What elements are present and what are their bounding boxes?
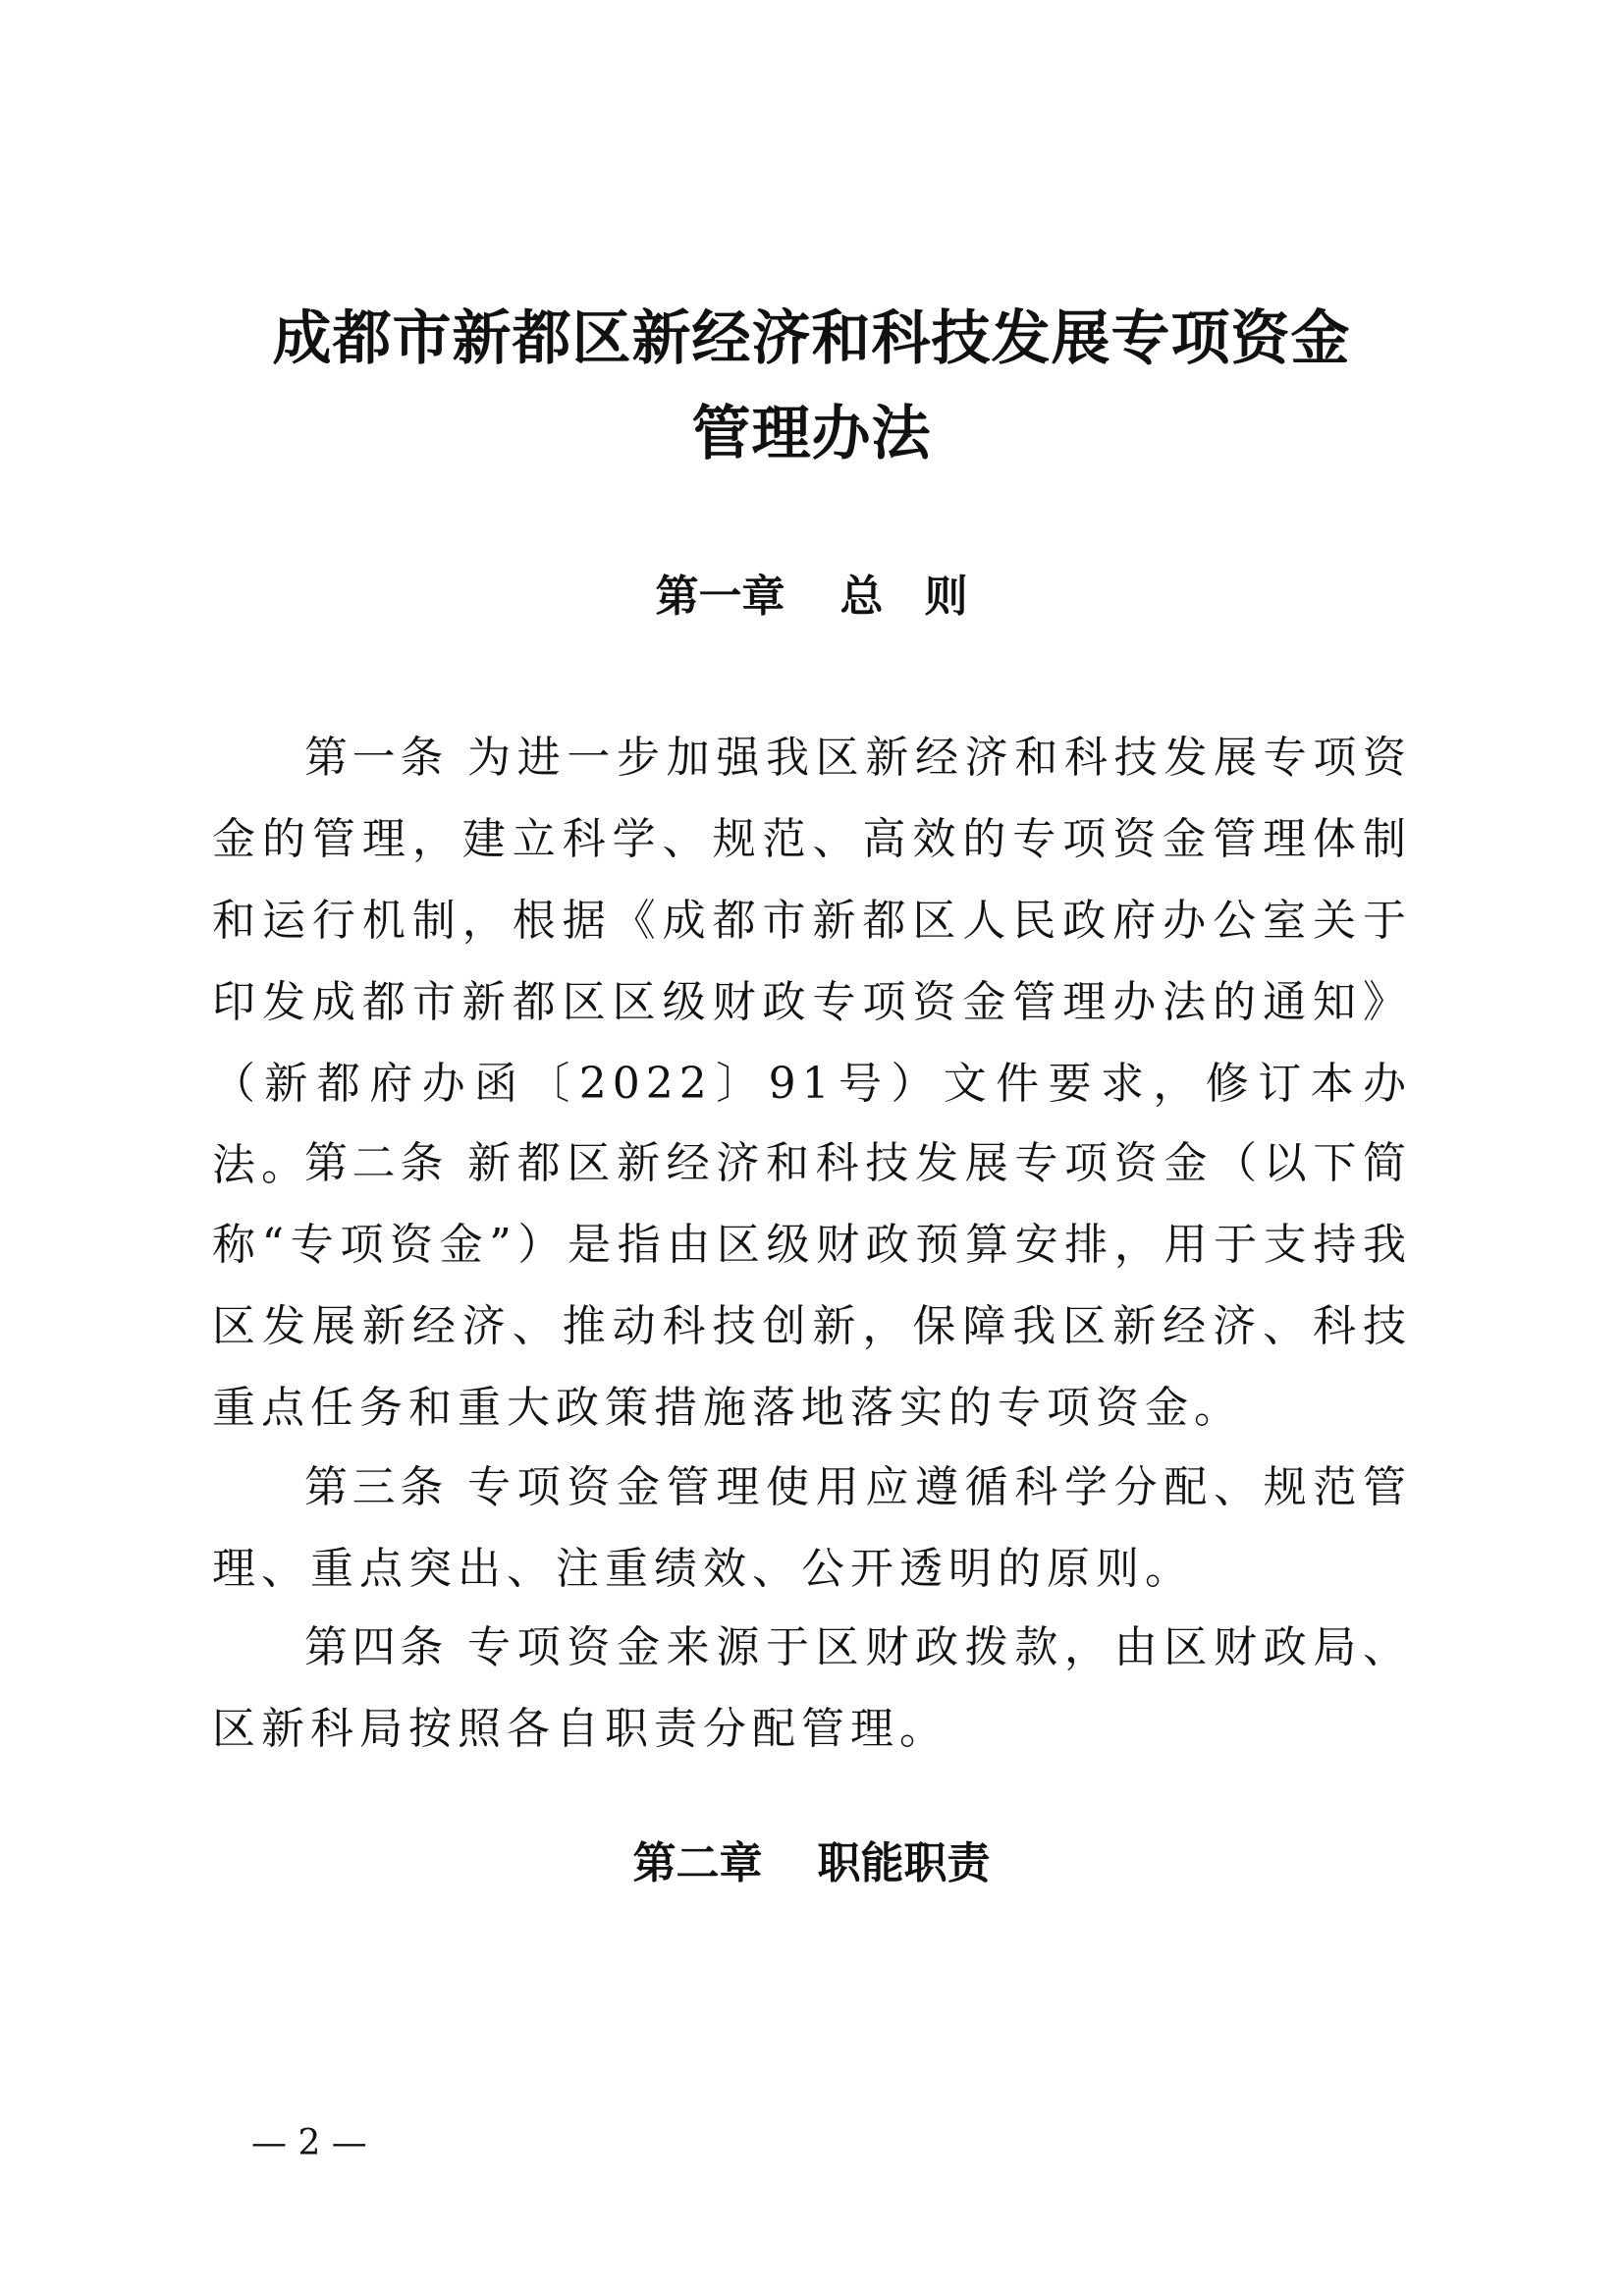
chapter-name: 总则 <box>839 572 1009 622</box>
document-title-line-1: 成都市新都区新经济和科技发展专项资金 <box>272 304 1351 373</box>
article-text: 新都区新经济和科技发展专项资金（以下简称“专项资金”）是指由区级财政预算安排，用于支持我区发展新经济、推动科技创新，保障我区新经济、科技重点任务和重大政策措施落地落实的专项资金。 <box>212 1138 1412 1433</box>
article-label: 第三条 <box>304 1462 448 1512</box>
article-label: 第二条 <box>304 1138 448 1188</box>
article-label: 第一条 <box>304 733 448 783</box>
article-text: 为进一步加强我区新经济和科技发展专项资金的管理，建立科学、规范、高效的专项资金管理体制和运行机制，根据《成都市新都区人民政府办公室关于印发成都市新都区区级财政专项资金管理办法的通知》（新都府办函〔2022〕91号）文件要求，修订本办法。 <box>212 733 1412 1190</box>
article-text: 专项资金来源于区财政拨款，由区财政局、区新科局按照各自职责分配管理。 <box>212 1622 1412 1754</box>
article-4 <box>212 1607 1412 1770</box>
page-number: — 2 — <box>251 2123 367 2163</box>
document-title-line-2: 管理办法 <box>691 400 932 468</box>
chapter-name: 职能职责 <box>817 1838 991 1888</box>
article-label: 第四条 <box>304 1622 448 1672</box>
chapter-number: 第一章 <box>655 572 785 622</box>
article-text: 专项资金管理使用应遵循科学分配、规范管理、重点突出、注重绩效、公开透明的原则。 <box>212 1462 1412 1594</box>
article-2 <box>212 1122 1412 1449</box>
chapter-number: 第二章 <box>632 1838 763 1888</box>
article-3 <box>212 1447 1412 1610</box>
chapter-heading-1 <box>0 568 1623 627</box>
chapter-heading-2 <box>0 1834 1623 1893</box>
